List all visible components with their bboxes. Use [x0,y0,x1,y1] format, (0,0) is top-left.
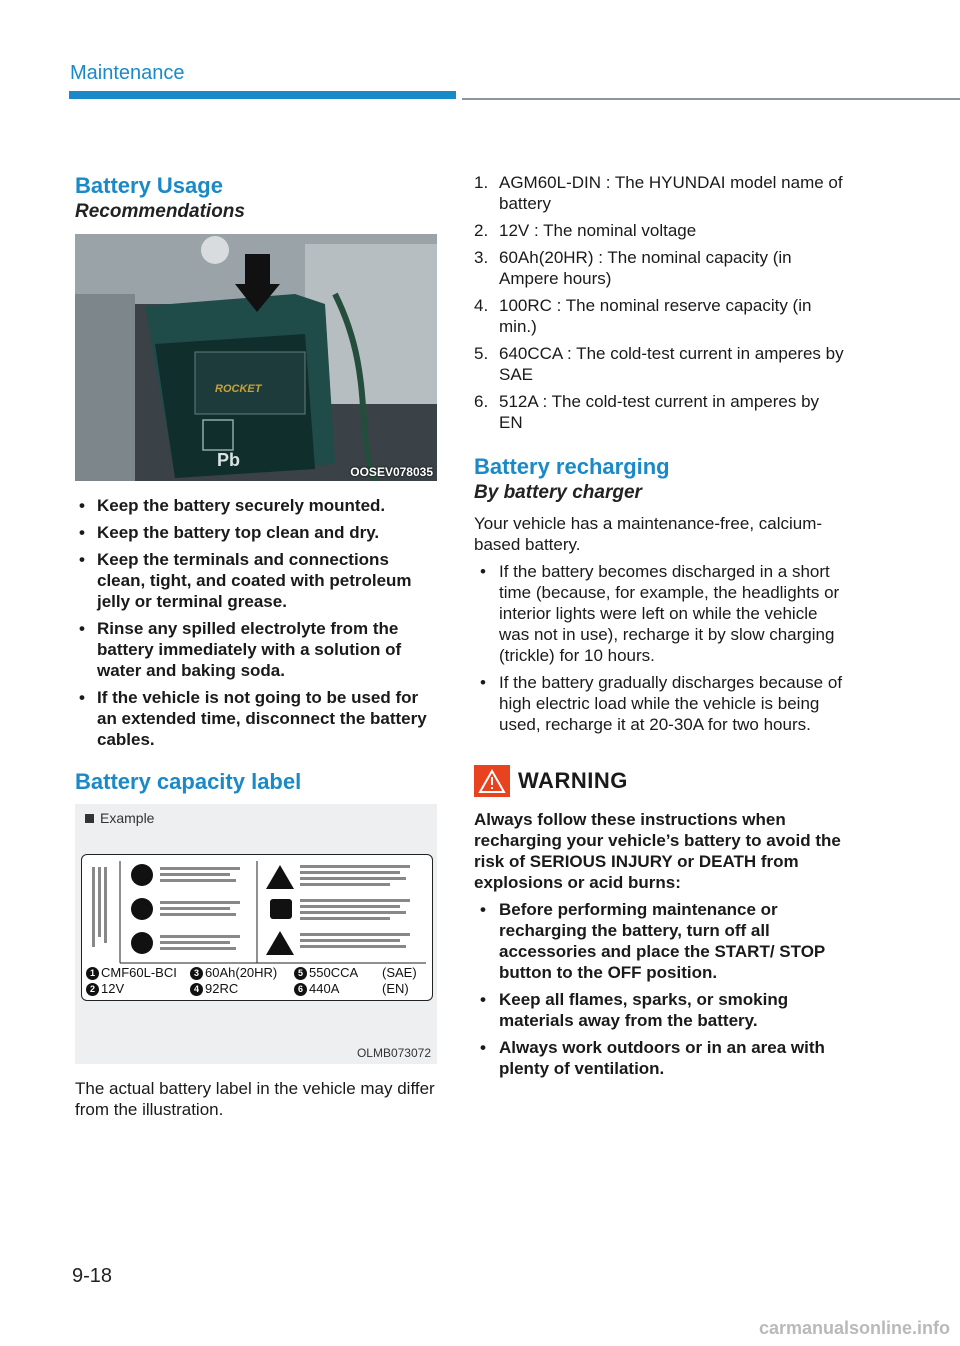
list-item: • Before performing maintenance or recharging the battery, turn off all accessories and place the START/ STOP button to the OFF position. [474,899,844,983]
header-section-title: Maintenance [70,62,185,84]
warning-title: WARNING [518,768,628,793]
example-text: Example [100,810,155,826]
battery-photo [75,234,437,481]
label-note: The actual battery label in the vehicle may differ from the illustration. [75,1079,435,1119]
spec-suffix-en: (EN) [382,981,409,996]
list-item: 3. 60Ah(20HR) : The nominal capacity (in Ampere hours) [474,248,792,288]
list-item: • Keep the terminals and connections clean, tight, and coated with petroleum jelly or terminal grease. [75,549,437,612]
battery-usage-heading: Battery Usage [75,173,223,198]
list-item: 5. 640CCA : The cold-test current in amperes by SAE [474,344,844,384]
figure-code: OLMB073072 [356,1046,431,1060]
battery-photo-pb: Pb [217,450,241,470]
watermark: carmanualsonline.info [758,1318,950,1338]
capacity-label-figure [75,804,437,1064]
warning-header [474,765,844,797]
list-item: • Always work outdoors or in an area with plenty of ventilation. [474,1037,844,1079]
header-rule-blue [69,91,456,99]
battery-label-card [81,854,433,1001]
list-item: • Keep the battery top clean and dry. [75,522,437,543]
battery-charger-subheading: By battery charger [474,482,642,503]
battery-photo-brand: ROCKET [215,383,262,395]
warning-list [474,899,844,1079]
example-caption [85,810,154,826]
list-item: 6. 512A : The cold-test current in amperes by EN [474,392,820,432]
recommendations-subheading: Recommendations [75,201,245,222]
list-item: 1. AGM60L-DIN : The HYUNDAI model name of battery [474,173,843,213]
recommendations-list [75,495,437,750]
photo-code: OOSEV078035 [350,465,433,479]
battery-photo-illustration [75,234,437,481]
warning-intro: Always follow these instructions when recharging your vehicle’s battery to avoid the risk of SERIOUS INJURY or DEATH from explosions or acid burns: [474,810,841,892]
spec-item-1: 1 CMF60L-BCI [86,965,177,980]
recharge-list [474,561,844,735]
list-item: • Keep the battery securely mounted. [75,495,437,516]
list-item: • If the battery becomes discharged in a short time (because, for example, the headlights or interior lights were left on while the vehicle was not in use), recharge it by slow charging (trickle) for 10 hours. [474,561,844,666]
spec-item-4: 4 92RC [190,981,238,996]
list-item: 4. 100RC : The nominal reserve capacity (in min.) [474,296,812,336]
spec-item-3: 3 60Ah(20HR) [190,965,277,980]
header-rule-gray [462,98,960,100]
square-bullet-icon [85,814,94,823]
right-column [474,172,844,1085]
spec-item-5: 5 550CCA [294,965,358,980]
list-item: 2. 12V : The nominal voltage [474,221,697,240]
battery-capacity-heading: Battery capacity label [75,769,302,794]
list-item: • If the vehicle is not going to be used for an extended time, disconnect the battery cables. [75,687,437,750]
list-item: • If the battery gradually discharges because of high electric load while the vehicle is being used, recharge it at 20-30A for two hours. [474,672,844,735]
spec-item-2: 2 12V [86,981,124,996]
spec-suffix-sae: (SAE) [382,965,417,980]
left-column [75,172,437,1120]
battery-recharging-heading: Battery recharging [474,454,670,479]
warning-triangle-icon [474,765,510,797]
list-item: • Keep all flames, sparks, or smoking materials away from the battery. [474,989,844,1031]
label-spec-list [474,172,844,433]
spec-item-6: 6 440A [294,981,339,996]
list-item: • Rinse any spilled electrolyte from the battery immediately with a solution of water and baking soda. [75,618,437,681]
recharge-intro: Your vehicle has a maintenance-free, calcium-based battery. [474,514,823,554]
page-number: 9-18 [72,1265,113,1287]
